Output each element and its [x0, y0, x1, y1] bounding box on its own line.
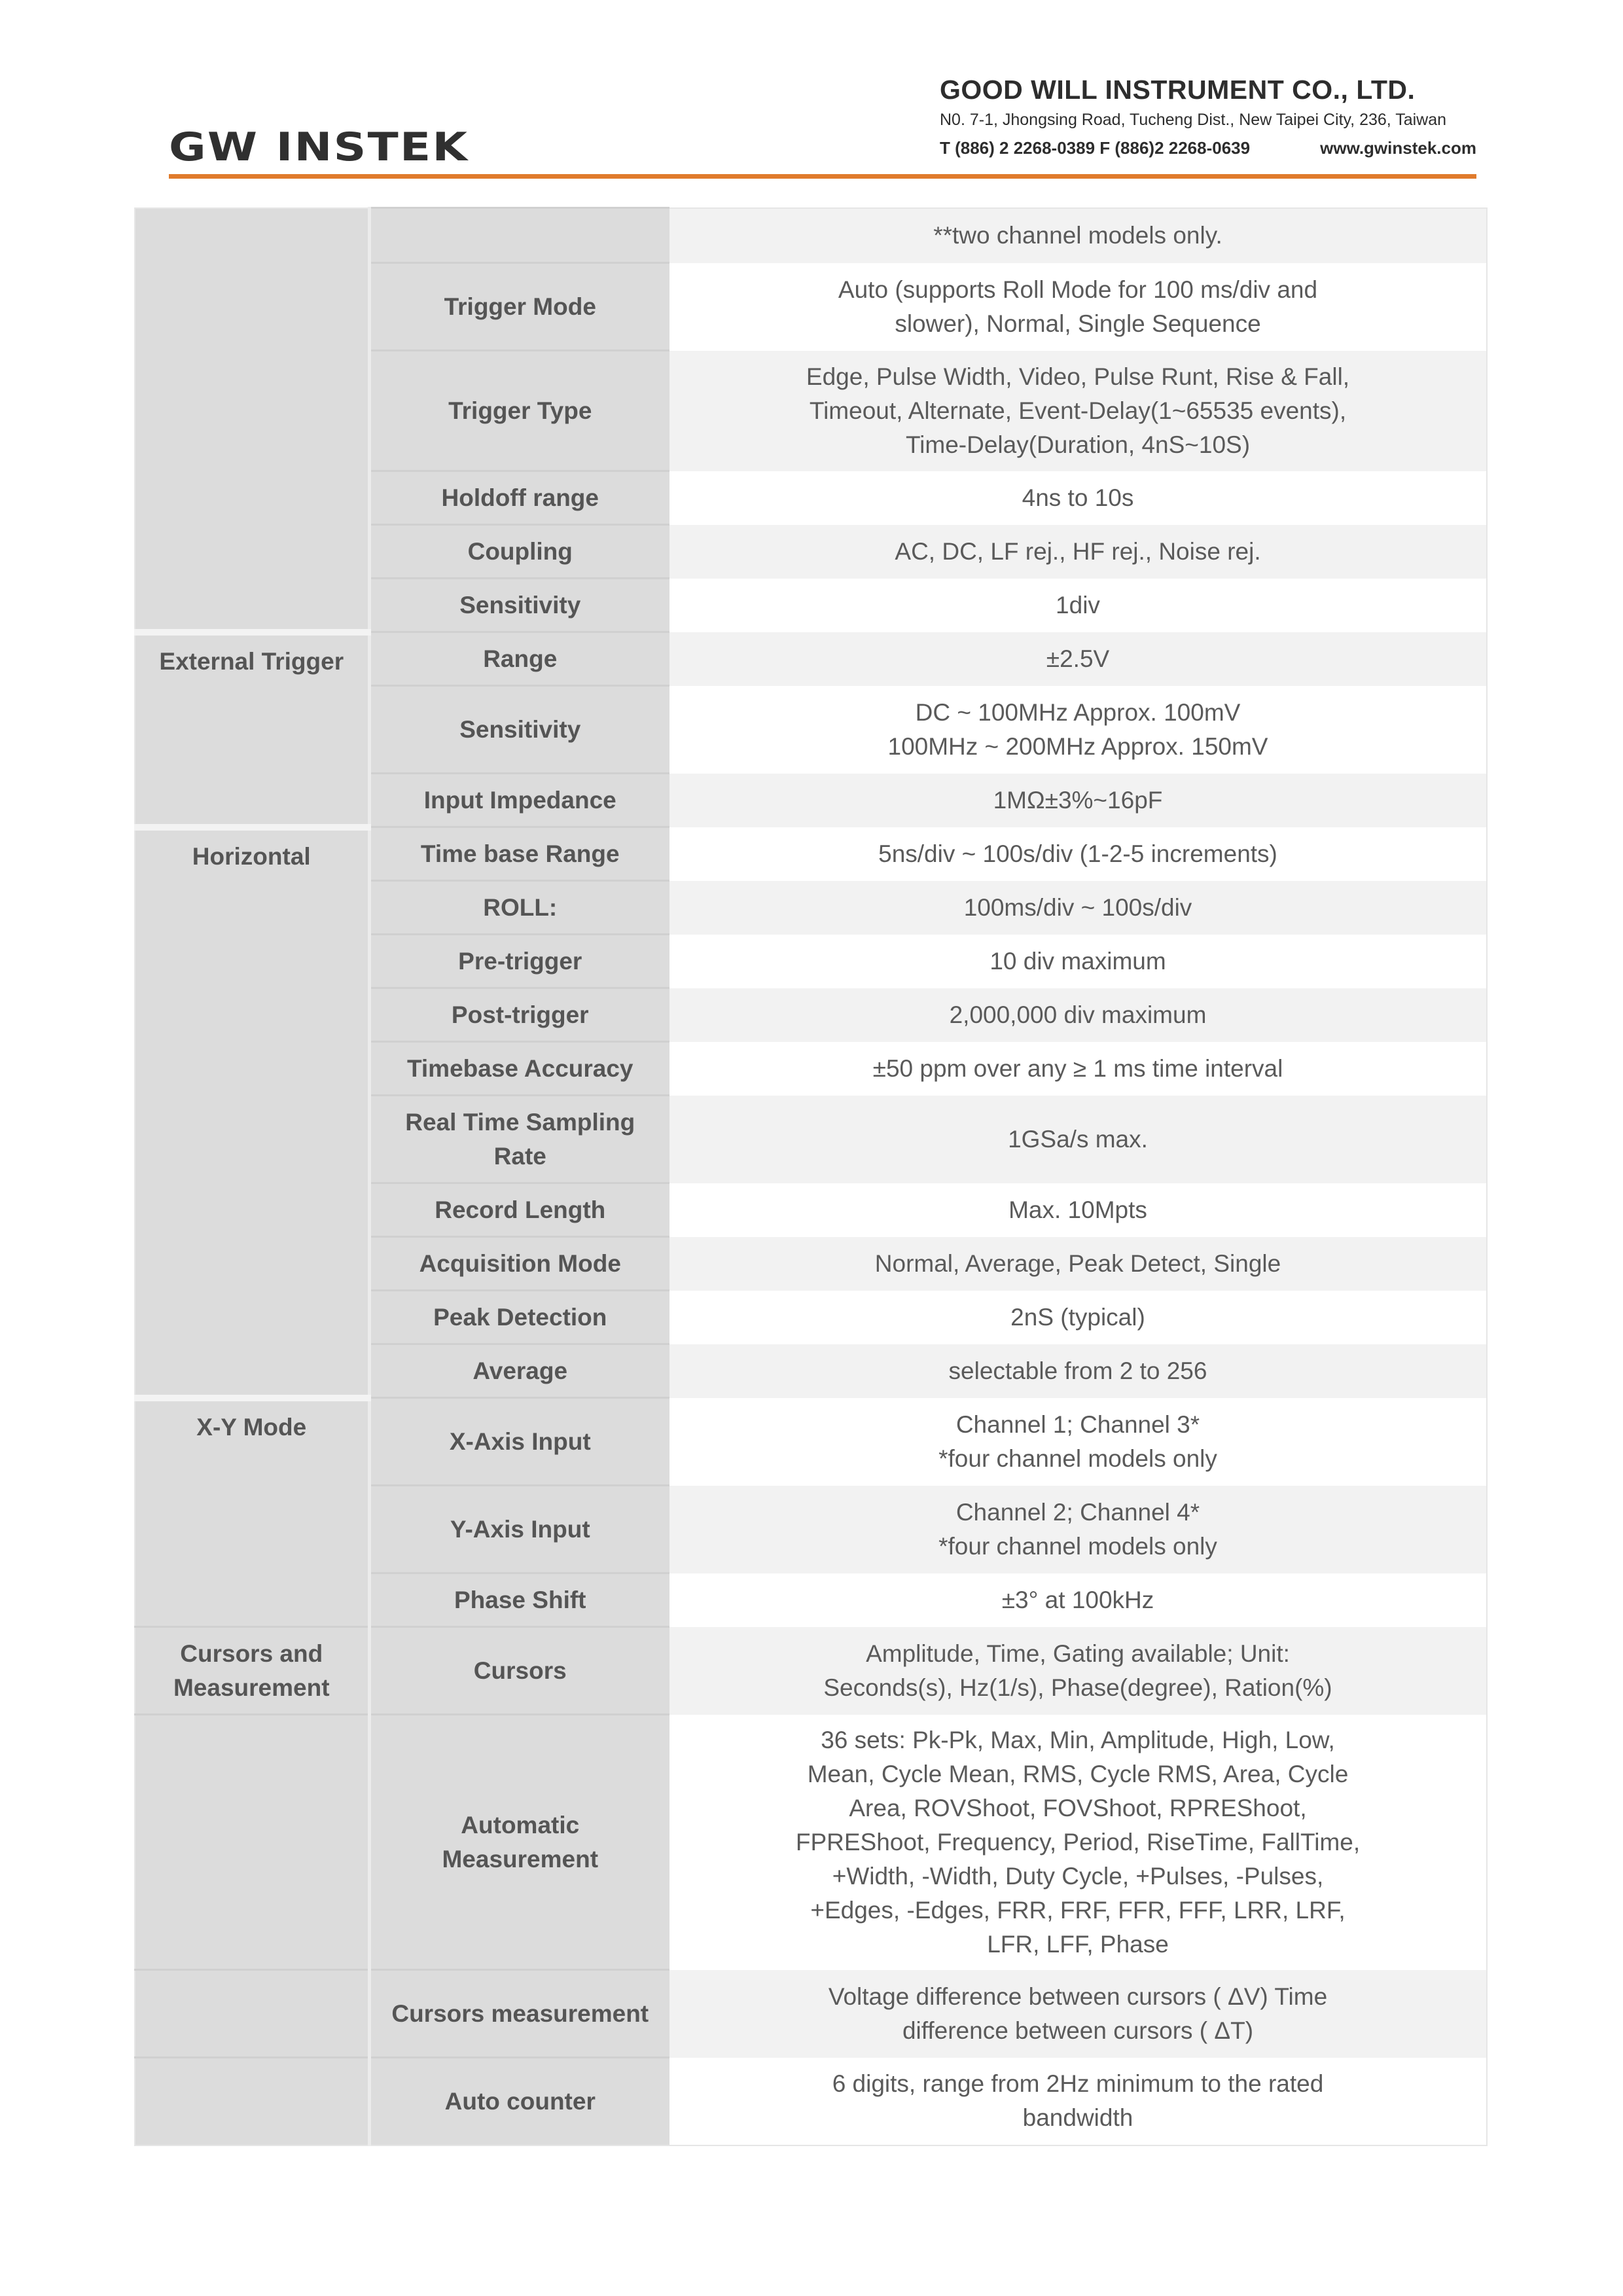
parameter-cell: Phase Shift	[369, 1573, 669, 1627]
company-phone-fax: T (886) 2 2268-0389 F (886)2 2268-0639	[940, 138, 1251, 158]
value-cell: Max. 10Mpts	[669, 1183, 1487, 1237]
category-cell	[135, 208, 369, 632]
brand-logo	[169, 124, 469, 170]
logo-text: GW INSTEK	[169, 124, 469, 170]
value-cell: AC, DC, LF rej., HF rej., Noise rej.	[669, 525, 1487, 579]
parameter-cell: Automatic Measurement	[369, 1715, 669, 1970]
company-address: N0. 7-1, Jhongsing Road, Tucheng Dist., New Taipei City, 236, Taiwan	[940, 111, 1447, 129]
parameter-cell: Y-Axis Input	[369, 1486, 669, 1573]
table-row	[135, 1715, 1487, 1970]
parameter-cell: Peak Detection	[369, 1291, 669, 1344]
parameter-cell: Pre-trigger	[369, 935, 669, 988]
table-row	[135, 208, 1487, 263]
value-cell: 1div	[669, 579, 1487, 632]
table-row	[135, 2058, 1487, 2145]
value-cell: Normal, Average, Peak Detect, Single	[669, 1237, 1487, 1291]
table-row	[135, 1398, 1487, 1486]
table-row	[135, 1627, 1487, 1715]
category-cell	[135, 1970, 369, 2058]
value-cell: Voltage difference between cursors ( ΔV) Time difference between cursors ( ΔT)	[669, 1970, 1487, 2058]
value-cell: 1GSa/s max.	[669, 1096, 1487, 1183]
category-cell	[135, 1715, 369, 1970]
parameter-cell: Sensitivity	[369, 686, 669, 774]
parameter-cell: Time base Range	[369, 827, 669, 881]
value-cell: DC ~ 100MHz Approx. 100mV 100MHz ~ 200MHz Approx. 150mV	[669, 686, 1487, 774]
value-cell: 10 div maximum	[669, 935, 1487, 988]
parameter-cell: X-Axis Input	[369, 1398, 669, 1486]
category-cell: External Trigger	[135, 632, 369, 827]
value-cell: Amplitude, Time, Gating available; Unit: Seconds(s), Hz(1/s), Phase(degree), Ration(%)	[669, 1627, 1487, 1715]
company-header	[940, 73, 1476, 162]
table-row	[135, 632, 1487, 686]
value-cell: 2,000,000 div maximum	[669, 988, 1487, 1042]
parameter-cell: Cursors	[369, 1627, 669, 1715]
parameter-cell: Input Impedance	[369, 774, 669, 827]
category-cell	[135, 2058, 369, 2145]
value-cell: Channel 1; Channel 3* *four channel models only	[669, 1398, 1487, 1486]
parameter-cell: Average	[369, 1344, 669, 1398]
company-contact-line	[940, 134, 1476, 162]
parameter-cell: Cursors measurement	[369, 1970, 669, 2058]
value-cell: Channel 2; Channel 4* *four channel models only	[669, 1486, 1487, 1573]
parameter-cell: Acquisition Mode	[369, 1237, 669, 1291]
category-cell: Cursors and Measurement	[135, 1627, 369, 1715]
parameter-cell: Auto counter	[369, 2058, 669, 2145]
value-cell: 4ns to 10s	[669, 471, 1487, 525]
parameter-cell: Real Time Sampling Rate	[369, 1096, 669, 1183]
parameter-cell: Coupling	[369, 525, 669, 579]
header-divider	[169, 174, 1476, 179]
parameter-cell: Sensitivity	[369, 579, 669, 632]
parameter-cell: Trigger Mode	[369, 263, 669, 351]
value-cell: ±3° at 100kHz	[669, 1573, 1487, 1627]
parameter-cell: Range	[369, 632, 669, 686]
company-name: GOOD WILL INSTRUMENT CO., LTD.	[940, 75, 1416, 105]
value-cell: ±2.5V	[669, 632, 1487, 686]
category-cell: Horizontal	[135, 827, 369, 1398]
company-website[interactable]: www.gwinstek.com	[1320, 138, 1476, 158]
value-cell: 2nS (typical)	[669, 1291, 1487, 1344]
parameter-cell: Post-trigger	[369, 988, 669, 1042]
parameter-cell: Record Length	[369, 1183, 669, 1237]
parameter-cell: Holdoff range	[369, 471, 669, 525]
value-cell: 5ns/div ~ 100s/div (1-2-5 increments)	[669, 827, 1487, 881]
value-cell: **two channel models only.	[669, 208, 1487, 263]
parameter-cell: Trigger Type	[369, 351, 669, 471]
spec-table	[134, 207, 1488, 2146]
value-cell: selectable from 2 to 256	[669, 1344, 1487, 1398]
value-cell: 6 digits, range from 2Hz minimum to the rated bandwidth	[669, 2058, 1487, 2145]
value-cell: ±50 ppm over any ≥ 1 ms time interval	[669, 1042, 1487, 1096]
table-row	[135, 1970, 1487, 2058]
parameter-cell	[369, 208, 669, 263]
table-row	[135, 827, 1487, 881]
parameter-cell: Timebase Accuracy	[369, 1042, 669, 1096]
value-cell: 1MΩ±3%~16pF	[669, 774, 1487, 827]
value-cell: Edge, Pulse Width, Video, Pulse Runt, Rise & Fall, Timeout, Alternate, Event-Delay(1~65535 events), Time-Delay(Duration, 4nS~10S)	[669, 351, 1487, 471]
value-cell: 100ms/div ~ 100s/div	[669, 881, 1487, 935]
value-cell: Auto (supports Roll Mode for 100 ms/div and slower), Normal, Single Sequence	[669, 263, 1487, 351]
parameter-cell: ROLL:	[369, 881, 669, 935]
value-cell: 36 sets: Pk-Pk, Max, Min, Amplitude, High, Low, Mean, Cycle Mean, RMS, Cycle RMS, Area, Cycle Area, ROVShoot, FOVShoot, RPREShoot, FPREShoot, Frequency, Period, RiseTime, FallTime, +Width, -Width, Duty Cycle, +Pulses, -Pulses, +Edges, -Edges, FRR, FRF, FFR, FFF, LRR, LRF, LFR, LFF, Phase	[669, 1715, 1487, 1970]
category-cell: X-Y Mode	[135, 1398, 369, 1627]
